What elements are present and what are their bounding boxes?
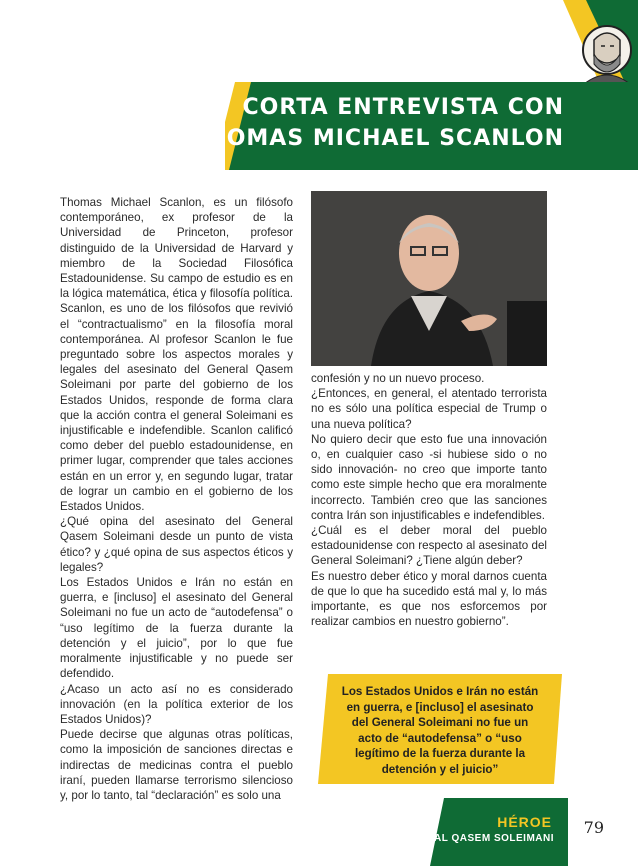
- answer-3: No quiero decir que esto fue una innovación o, en cualquier caso -si hubiese sido o no sido innovación- no creo que importe tanto como este simple hecho que era moralmente incorrecto. También creo que las sanciones contra Irán son injustificables e indefendibles.: [311, 432, 547, 522]
- page-number: 79: [583, 818, 604, 837]
- answer-4: Es nuestro deber ético y moral darnos cuenta de que lo que ha sucedido está mal y, lo más importante, es que nos esforcemos por realizar cambios en nuestro gobierno”.: [311, 569, 547, 629]
- answer-1: Los Estados Unidos e Irán no están en guerra, e [incluso] el asesinato del General Soleimani no fue un acto de “autodefensa” o “uso legítimo de la fuerza durante la detención y el juicio”, por lo que fue moralmente injustificable y no puede ser defendido.: [60, 576, 293, 681]
- article-title: [191, 92, 564, 154]
- footer-subtitle: GENERAL QASEM SOLEIMANI: [396, 833, 554, 844]
- title-line-1: CORTA ENTREVISTA CON: [242, 95, 564, 120]
- answer-2-start: Puede decirse que algunas otras políticas, como la imposición de sanciones directas e indirectas de medicinas contra el pueblo iraní, pueden llamarse terrorismo silencioso y, por lo tanto, tal “declaración” es solo una: [60, 728, 293, 802]
- intro-paragraph: Thomas Michael Scanlon, es un filósofo contemporáneo, ex profesor de la Universidad de Princeton, profesor distinguido de la Universidad de Harvard y miembro de la Sociedad Filosófica Estadounidense. Su campo de estudio es en la lógica matemática, ética y filosofía política. Scanlon, es uno de los filósofos que revivió el “contractualismo” en la filosofía moral contemporánea. Al profesor Scanlon le fue preguntado sobre los aspectos morales y legales del asesinato del General Qasem Soleimani por parte del gobierno de los Estados Unidos, responde de forma clara que la acción contra el general Soleimani es injustificable e indefendible. Scanlon calificó como deber del pueblo estadounidense, en primer lugar, comprender que tales acciones están en un error y, en segundo lugar, tratar de lograr un cambio en el gobierno de los Estados Unidos.: [60, 196, 293, 514]
- scanlon-photo: [311, 191, 547, 366]
- photo-illustration: [311, 191, 547, 366]
- footer-title: HÉROE: [497, 814, 552, 830]
- question-1: ¿Qué opina del asesinato del General Qasem Soleimani desde un punto de vista ético? y ¿qué opina de sus aspectos éticos y legales?: [60, 515, 293, 574]
- title-line-2: THOMAS MICHAEL SCANLON: [191, 126, 564, 151]
- footer-band: [430, 798, 568, 866]
- question-3: ¿Entonces, en general, el atentado terrorista no es sólo una política especial de Trump o una nueva política?: [311, 387, 547, 431]
- soleimani-portrait-illustration: [576, 18, 638, 88]
- question-2: ¿Acaso un acto así no es considerado innovación (en la política exterior de los Estados Unidos)?: [60, 682, 293, 726]
- right-column: [311, 371, 547, 629]
- answer-2-end: confesión y no un nuevo proceso.: [311, 372, 485, 385]
- left-column: [60, 195, 293, 803]
- question-4: ¿Cuál es el deber moral del pueblo estadounidense con respecto al asesinato del General Soleimani? ¿Tiene algún deber?: [311, 524, 547, 568]
- pull-quote: Los Estados Unidos e Irán no están en guerra, e [incluso] el asesinato del General Soleimani no fue un acto de “autodefensa” o “uso legítimo de la fuerza durante la detención y el juicio”: [341, 685, 539, 776]
